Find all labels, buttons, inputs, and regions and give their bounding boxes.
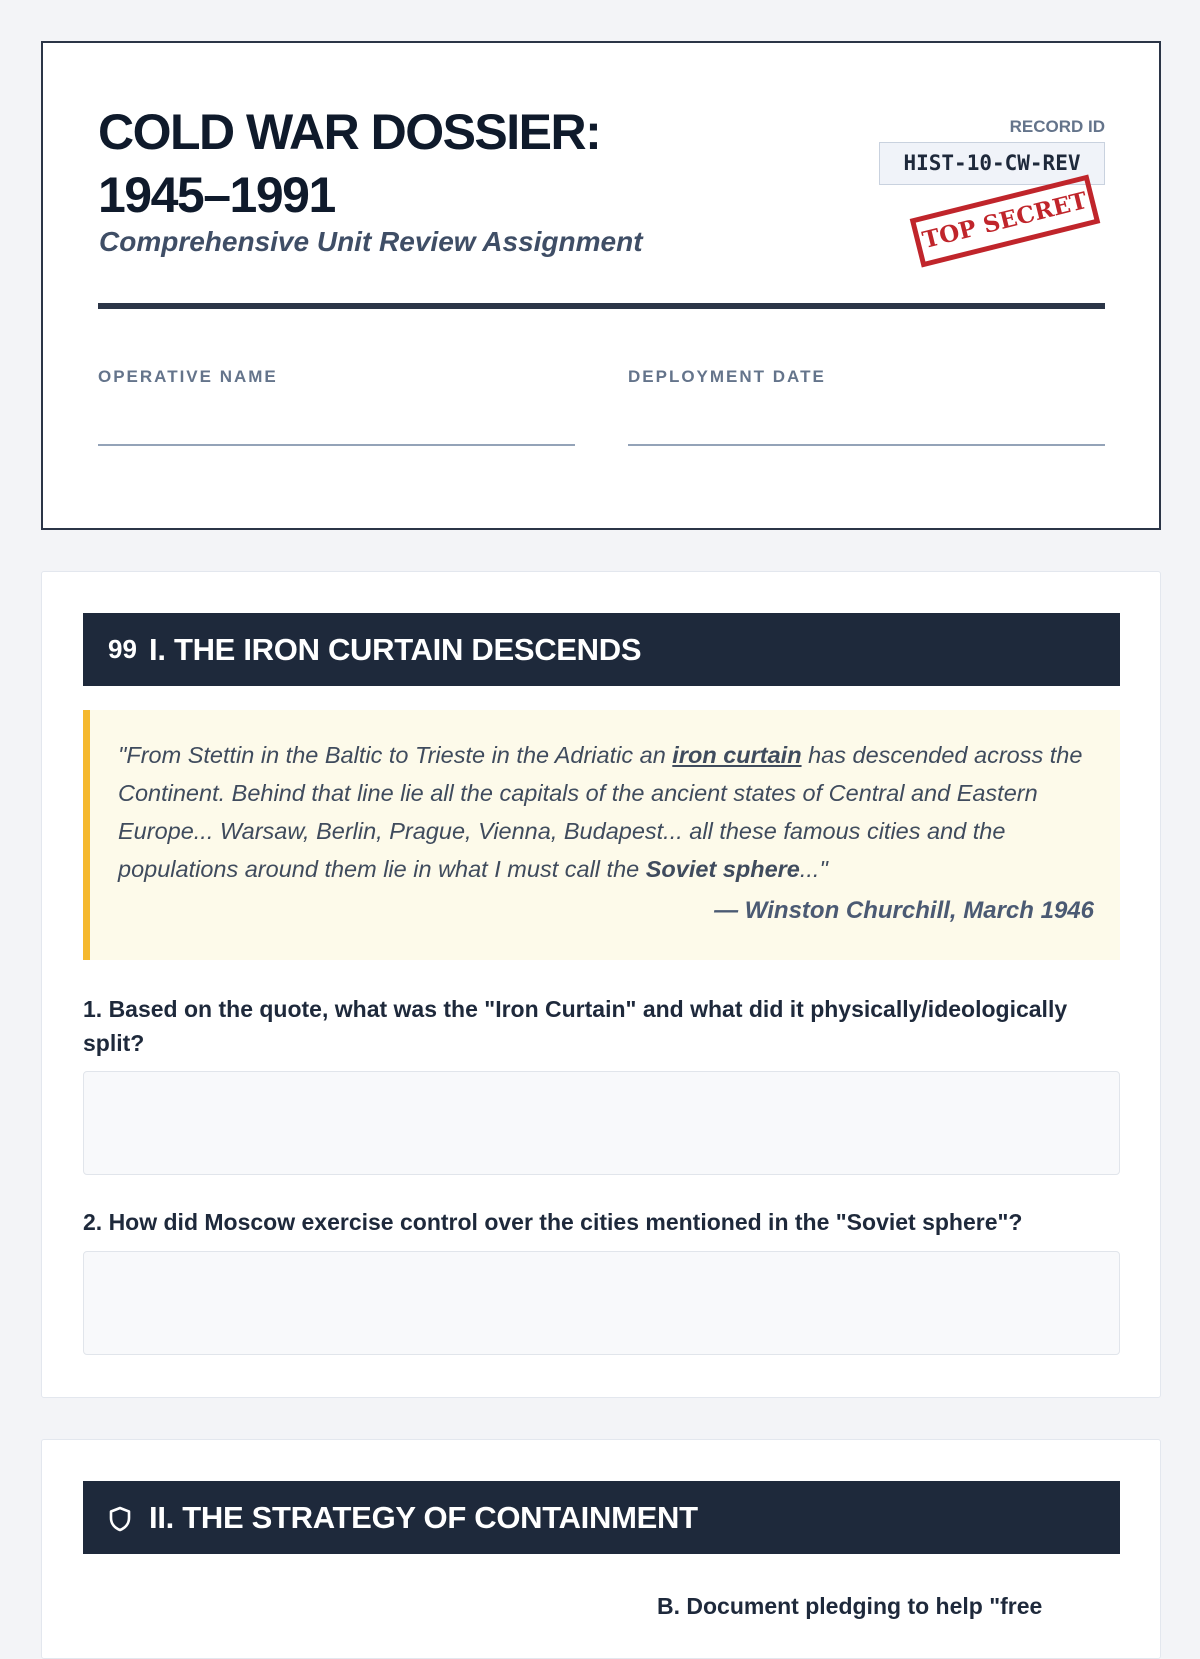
top-secret-stamp: TOP SECRET xyxy=(910,174,1101,267)
operative-name-label: OPERATIVE NAME xyxy=(98,367,278,386)
quote-emphasis: iron curtain xyxy=(672,742,802,768)
section-header xyxy=(83,1481,1120,1554)
quote-bold: Soviet sphere xyxy=(645,856,800,882)
operative-name-field[interactable] xyxy=(98,444,575,446)
quote-part: "From Stettin in the Baltic to Trieste in the Adriatic an xyxy=(118,742,673,768)
quote-citation: — Winston Churchill, March 1946 xyxy=(714,897,1094,924)
answer-field-2[interactable] xyxy=(83,1251,1120,1355)
page-title: COLD WAR DOSSIER: 1945–1991 xyxy=(98,104,601,223)
header-divider xyxy=(98,303,1105,309)
section-title: II. THE STRATEGY OF CONTAINMENT xyxy=(149,1500,698,1535)
quote-text xyxy=(118,736,1098,888)
deployment-date-field[interactable] xyxy=(628,444,1105,446)
shield-icon xyxy=(108,1481,132,1554)
section-title: I. THE IRON CURTAIN DESCENDS xyxy=(149,632,642,667)
matching-option-b: B. Document pledging to help "free xyxy=(657,1593,1043,1619)
quote-part: ..." xyxy=(799,856,828,882)
page-subtitle: Comprehensive Unit Review Assignment xyxy=(99,226,643,257)
record-id-label: RECORD ID xyxy=(1009,117,1105,136)
answer-field-1[interactable] xyxy=(83,1071,1120,1175)
section-header xyxy=(83,613,1120,686)
record-id-value: HIST-10-CW-REV xyxy=(879,142,1105,185)
quote-icon: 99 xyxy=(108,634,137,664)
churchill-quote xyxy=(83,710,1120,960)
question-2: 2. How did Moscow exercise control over the cities mentioned in the "Soviet sphere"? xyxy=(83,1209,1023,1235)
question-1: 1. Based on the quote, what was the "Iron Curtain" and what did it physically/ideologically split? xyxy=(83,996,1068,1056)
dossier-header xyxy=(41,41,1161,530)
deployment-date-label: DEPLOYMENT DATE xyxy=(628,367,826,386)
section-iron-curtain xyxy=(41,571,1161,1398)
section-containment xyxy=(41,1439,1161,1659)
quote-part: has descended across the Continent. Behind that line lie all the capitals of the ancient states of Central and Eastern Europe... Warsaw, Berlin, Prague, Vienna, Budapest... all these famous cities and the populations around them lie in what I must call the xyxy=(118,742,1083,882)
